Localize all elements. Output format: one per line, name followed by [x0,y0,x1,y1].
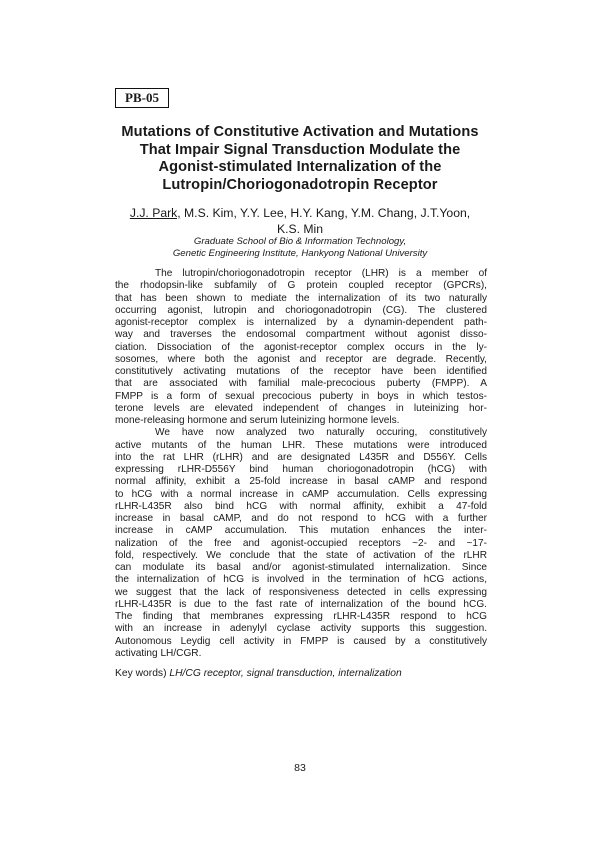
abstract-line: rLHR-L435R is due to the fast rate of internalization of the bound hCG. [115,598,487,610]
abstract-line: normal affinity, exhibit a 25-fold increase in basal cAMP and respond [115,476,487,488]
abstract-line: terone levels are elevated independent of changes in luteinizing hor- [115,402,487,414]
coauthors: M.S. Kim, Y.Y. Lee, H.Y. Kang, Y.M. Chang, J.T.Yoon, [180,206,471,220]
affiliation-line: Graduate School of Bio & Information Technology, [193,236,407,247]
abstract-line: the rhodopsin-like subfamily of G protein coupled receptor (GPCRs), [115,280,487,292]
abstract-line: activating LH/CGR. [115,647,202,659]
abstract-line: that has been shown to mediate the internalization of its two naturally [115,292,487,304]
affiliation-line: Genetic Engineering Institute, Hankyong National University [172,247,428,259]
author-line: K.S. Min [276,221,324,236]
abstract-body [115,268,487,660]
abstract-line: increase in basal cAMP, and do not respond to hCG with a further [115,513,487,524]
title-line: Lutropin/Choriogonadotropin Receptor [162,176,438,193]
paper-title [105,124,495,194]
first-author: J.J. Park, [129,206,181,220]
abstract-line: with an increase in adenylyl cyclase activity supports this suggestion. [115,623,487,635]
title-line: That Impair Signal Transduction Modulate the [139,141,461,158]
abstract-line: active mutants of the human LHR. These mutations were introduced [115,439,487,451]
abstract-line: that are associated with familial male-precocious puberty (FMPP). A [115,378,487,390]
abstract-line: can modulate its basal and/or agonist-stimulated internalization. Since [115,562,487,573]
keywords-label: Key words) [115,668,167,679]
abstract-line: constitutively activating mutations of the receptor have been identified [115,366,487,377]
abstract-line: the internalization of hCG is involved in the termination of hCG actions, [115,574,487,586]
abstract-line: expressing rLHR-D556Y bind human choriogonadotropin (hCG) with [115,464,487,475]
abstract-line: We have now analyzed two naturally occuring, constitutively [155,427,487,439]
abstract-line: The lutropin/choriogonadotropin receptor (LHR) is a member of [155,268,487,279]
abstract-line: increase in cAMP accumulation. This mutation enhances the inter- [115,525,487,537]
abstract-line: FMPP is a form of sexual precocious puberty in boys in which testos- [115,390,487,402]
affiliation [110,236,490,259]
abstract-line: Autonomous Leydig cell activity in FMPP is caused by a constitutively [115,635,487,647]
author-line [110,206,490,222]
abstract-line: fold, respectively. We conclude that the state of activation of the rLHR [115,549,487,561]
title-line: Agonist-stimulated Internalization of the [158,159,442,175]
author-list [110,206,490,237]
abstract-line: into the rat LHR (rLHR) and are designated L435R and D556Y. Cells [115,451,487,463]
page-number: 83 [294,762,306,774]
keywords-values: LH/CG receptor, signal transduction, internalization [169,668,402,679]
abstract-line: ciation. Dissociation of the agonist-receptor complex occurs in the ly- [115,341,487,353]
abstract-line: nalization of the free and agonist-occupied receptors ~2- and ~17- [115,537,487,549]
abstract-label-box: PB-05 [115,88,169,108]
abstract-line: agonist-receptor complex is internalized by a dynamin-dependent path- [115,317,487,328]
abstract-line: sosomes, where both the agonist and receptor are degrade. Recently, [115,353,487,365]
abstract-line: The finding that membranes expressing rLHR-L435R respond to hCG [115,611,487,622]
keywords [115,668,487,680]
abstract-line: rLHR-L435R also bind hCG with normal affinity, exhibit a 47-fold [115,500,487,512]
abstract-line: to hCG with a normal increase in cAMP accumulation. Cells expressing [115,488,487,500]
abstract-line: occurring agonist, lutropin and choriogonadotropin (CG). The clustered [115,304,487,316]
title-line: Mutations of Constitutive Activation and Mutations [121,124,479,140]
abstract-line: way and traverses the endosomal compartment without agonist disso- [115,329,487,341]
abstract-line: we suggest that the lack of responsiveness detected in cells expressing [115,586,487,598]
abstract-line: mone-releasing hormone and serum luteinizing hormone levels. [115,415,400,426]
